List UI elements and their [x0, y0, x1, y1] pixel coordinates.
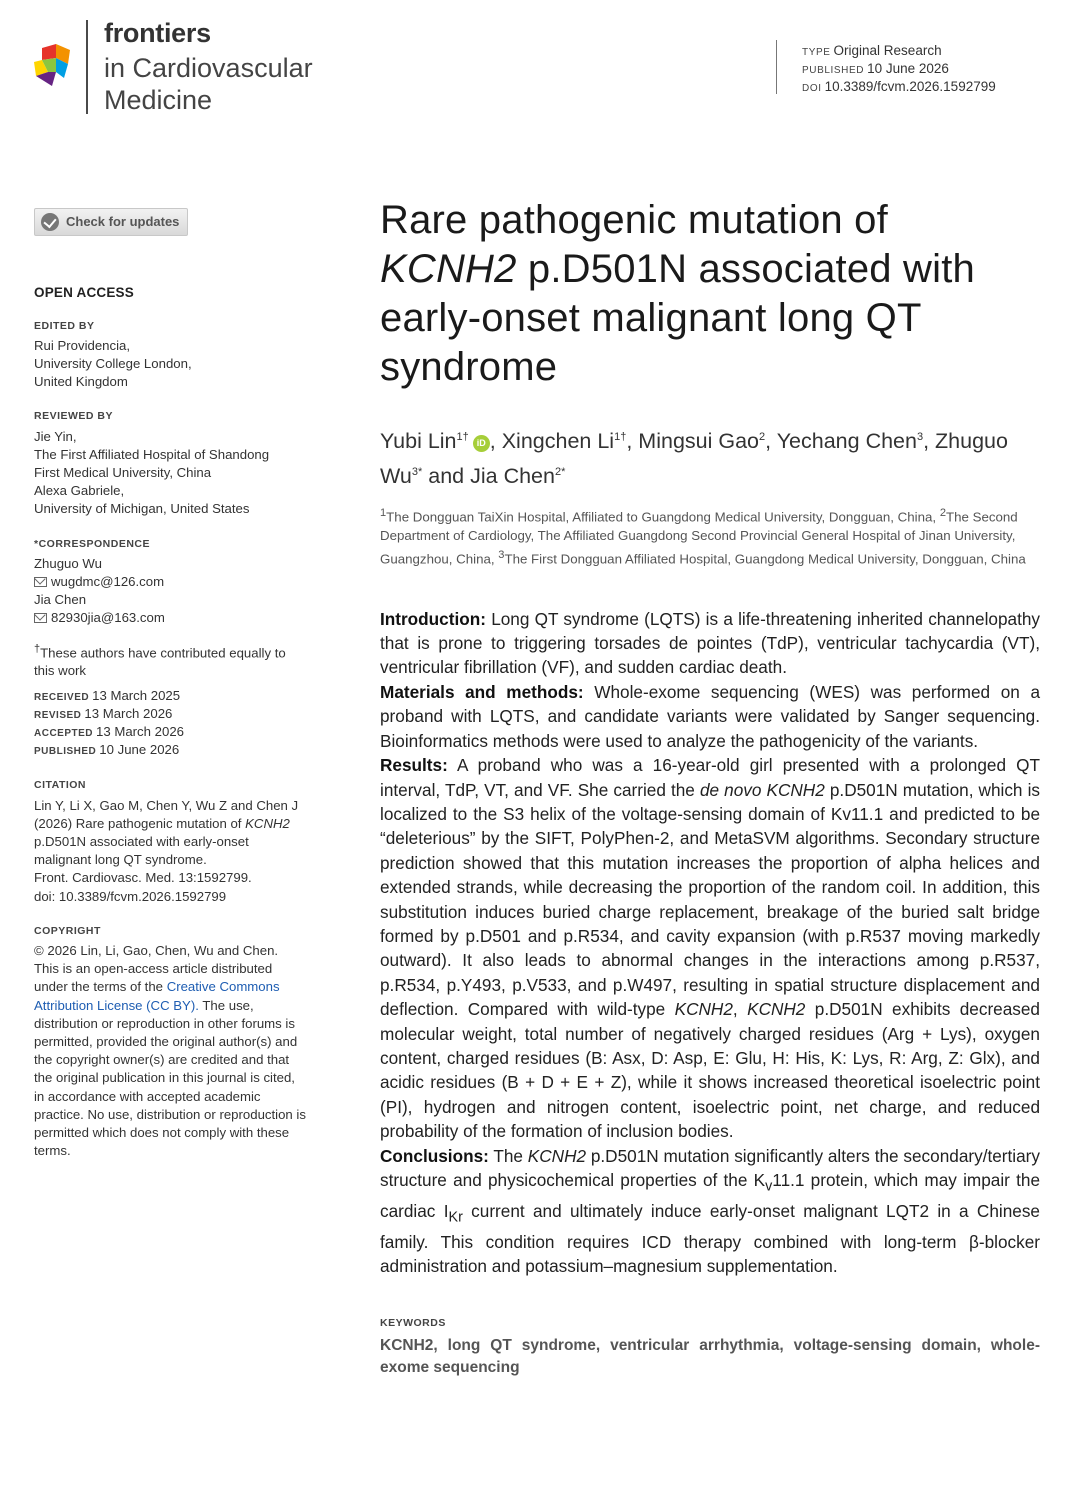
abstract-results: Results: A proband who was a 16-year-old girl presented with a prolonged QT interval, TdP, VT, and VF. She carried the de novo KCNH2 p.D501N mutation, which is localized to the S3 helix of the voltage-sensing domain of Kv11.1 and predicted to be “deleterious” by the SIFT, PolyPhen-2, and MetaSVM algorithms. Secondary structure prediction showed that this mutation increases the proportion of alpha helices and extended strands, while decreasing the proportion of the random coil. In addition, this substitution induces buried charge replacement, breakage of the buried salt bridge formed by p.D501 and p.R534, and cavity expansion (with p.R537 moving markedly outward). It also leads to abnormal changes in the interactions among p.R537, p.R534, p.Y493, p.V533, and p.W497, resulting in spatial structure displacement and deflection. Compared with wild-type KCNH2, KCNH2 p.D501N exhibits decreased molecular weight, total number of negatively charged residues (Arg + Lys), oxygen content, charged residues (B: Asx, D: Asp, E: Glu, H: His, K: Lys, R: Arg, Z: Glx), and acidic residues (B + D + E + Z), while it shows increased theoretical isoelectric point (PI), hydrogen and nitrogen content, isoelectric point, net charge, and reduced probability of the formation of inclusion bodies.	[380, 755, 1040, 1142]
correspondent-email[interactable]: 82930jia@163.com	[34, 609, 306, 627]
author[interactable]: Yubi Lin$^{1\dagger}$	[380, 429, 469, 454]
published-date: PUBLISHED 10 June 2026	[802, 61, 949, 76]
copyright-label: COPYRIGHT	[34, 924, 101, 937]
correspondence	[34, 555, 306, 628]
cc-license-link[interactable]: Creative Commons Attribution License (CC BY).	[34, 979, 280, 1013]
open-access-label: OPEN ACCESS	[34, 285, 134, 301]
correspondent-name: Zhuguo Wu	[34, 555, 102, 571]
journal-header	[34, 18, 1054, 128]
correspondence-label: *CORRESPONDENCE	[34, 537, 151, 550]
affiliations: $^1$The Dongguan TaiXin Hospital, Affiliated to Guangdong Medical University, Dongguan, China, $^2$The Second Department of Cardiology, The Affiliated Guangdong Second Provincial General Hospital of Jinan University, Guangzhou, China, $^3$The First Dongguan Affiliated Hospital, Guangdong Medical University, Dongguan, China	[380, 507, 1026, 567]
equal-contribution-note: †These authors have contributed equally to this work	[34, 642, 286, 679]
frontiers-logo-icon	[34, 44, 74, 88]
author-list: Yubi Lin$^{1\dagger}$iD , Xingchen $Li^{1\dagger}$, Mingsui Gao$^2$, Yechang Chen$^3$, Zhuguo $Wu^{3*}$ and Jia Chen$^{2*}$	[380, 429, 1008, 489]
article-dates: RECEIVED 13 March 2025 REVISED 13 March 2026 ACCEPTED 13 March 2026 PUBLISHED 10 June 2026	[34, 688, 184, 758]
mail-icon	[34, 613, 47, 623]
author[interactable]: Zhuguo $Wu^{3*}$	[380, 429, 1008, 489]
citation-label: CITATION	[34, 779, 87, 792]
article-main	[380, 196, 1040, 1379]
journal-name: in Cardiovascular Medicine	[104, 53, 313, 115]
keywords-label: KEYWORDS	[380, 1316, 446, 1329]
abstract-conclusions: Conclusions: The KCNH2 p.D501N mutation significantly alters the secondary/tertiary structure and physicochemical properties of the $K_v11.1$ protein, which may impair the cardiac $I_{Kr}$ current and ultimately induce early-onset malignant LQT2 in a Chinese family. This condition requires ICD therapy combined with long-term β-blocker administration and potassium–magnesium supplementation.	[380, 1145, 1041, 1277]
author[interactable]: Yechang Chen$^3$	[776, 429, 924, 454]
author[interactable]: Jia Chen$^{2*}$	[470, 464, 566, 489]
copyright: © 2026 Lin, Li, Gao, Chen, Wu and Chen. This is an open-access article distributed under the terms of the Creative Commons Attribution License (CC BY). The use, distribution or reproduction in other forums is permitted, provided the original author(s) and the copyright owner(s) are credited and that the original publication in this journal is cited, in accordance with accepted academic practice. No use, distribution or reproduction is permitted which does not comply with these terms.	[34, 942, 306, 1159]
article-type: TYPE Original Research	[802, 43, 942, 58]
abstract-introduction: Introduction: Long QT syndrome (LQTS) is a life-threatening inherited channelopathy that is prone to triggering torsades de pointes (TdP), ventricular tachycardia (VT), ventricular fibrillation (VF), and sudden cardiac death.	[380, 608, 1040, 678]
doi[interactable]: DOI 10.3389/fcvm.2026.1592799	[802, 79, 996, 94]
author[interactable]: Xingchen $Li^{1\dagger}$	[501, 429, 627, 454]
edited-by-label: EDITED BY	[34, 319, 95, 332]
journal-brand: frontiers	[104, 18, 211, 48]
citation-doi[interactable]: doi: 10.3389/fcvm.2026.1592799	[34, 888, 227, 904]
reviewed-by-label: REVIEWED BY	[34, 410, 114, 423]
orcid-icon[interactable]: iD	[473, 435, 490, 452]
check-updates-icon	[41, 213, 59, 231]
abstract	[380, 607, 1040, 1279]
citation: Lin Y, Li X, Gao M, Chen Y, Wu Z and Chen J (2026) Rare pathogenic mutation of KCNH2 p.D501N associated with early-onset malignant long QT syndrome. Front. Cardiovasc. Med. 13:1592799. doi: 10.3389/fcvm.2026.1592799	[34, 797, 299, 904]
article-meta	[802, 43, 996, 97]
correspondent-email[interactable]: wugdmc@126.com	[34, 573, 306, 591]
article-title: Rare pathogenic mutation of KCNH2 p.D501N associated with early-onset malignant long QT syndrome	[380, 198, 975, 389]
reviewed-by: Jie Yin, The First Affiliated Hospital of Shandong First Medical University, China Alexa Gabriele, University of Michigan, United States	[34, 428, 270, 517]
author[interactable]: Mingsui Gao$^2$	[638, 429, 766, 454]
correspondent-name: Jia Chen	[34, 592, 87, 608]
check-updates-button[interactable]: Check for updates	[34, 208, 188, 236]
meta-divider	[776, 40, 777, 94]
logo-divider	[86, 20, 88, 114]
abstract-methods: Materials and methods: Whole-exome sequencing (WES) was performed on a proband with LQTS, and candidate variants were validated by Sanger sequencing. Bioinformatics methods were used to analyze the pathogenicity of the variants.	[380, 681, 1041, 751]
sidebar	[34, 208, 306, 1160]
keywords: KCNH2, long QT syndrome, ventricular arrhythmia, voltage-sensing domain, whole-exome sequencing	[380, 1336, 1040, 1376]
edited-by: Rui Providencia, University College London, United Kingdom	[34, 337, 192, 390]
mail-icon	[34, 577, 47, 587]
